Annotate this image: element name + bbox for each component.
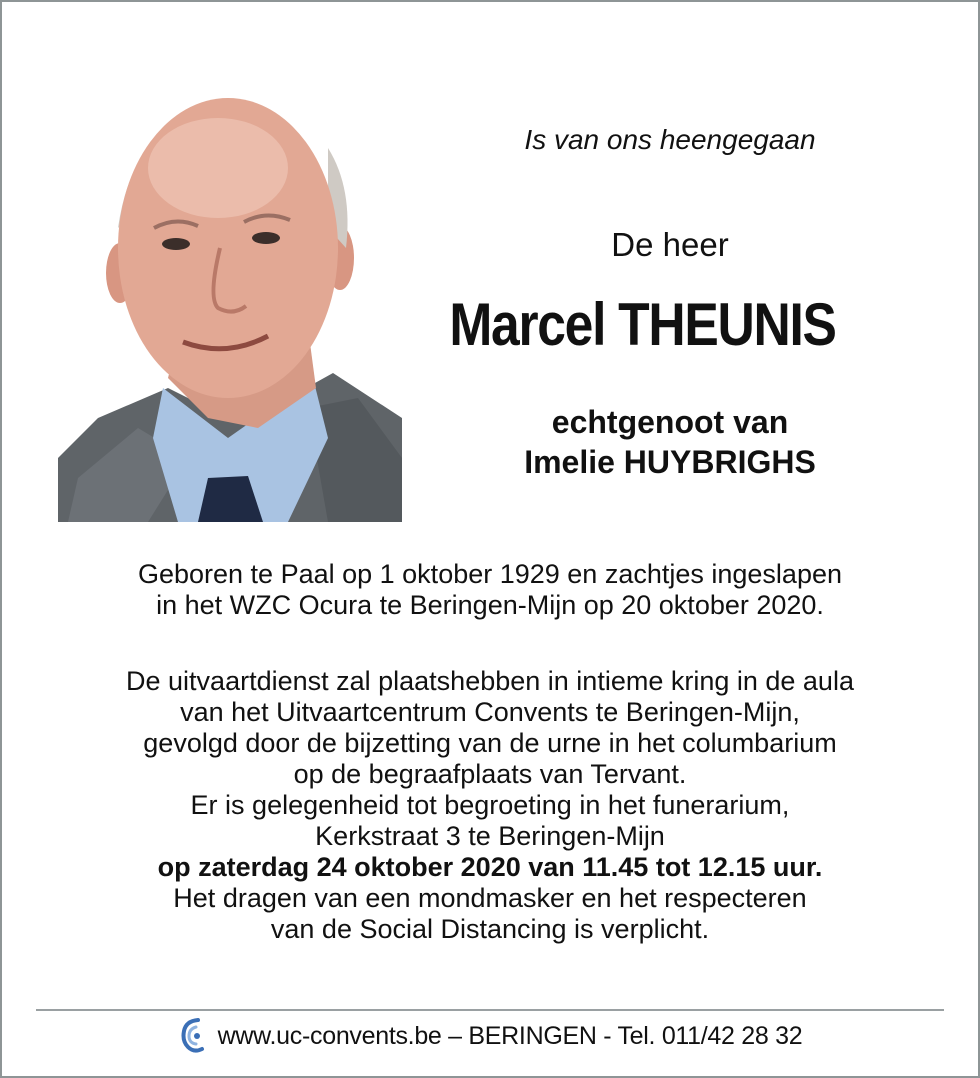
spouse-name: Imelie HUYBRIGHS: [524, 444, 816, 480]
convents-logo-icon: [178, 1017, 206, 1055]
service-line: Er is gelegenheid tot begroeting in het funerarium,: [190, 790, 790, 820]
service-paragraph: [40, 666, 940, 945]
service-line: gevolgd door de bijzetting van de urne in het columbarium: [143, 728, 837, 758]
deceased-name: Marcel THEUNIS: [449, 291, 836, 358]
birth-line: Geboren te Paal op 1 oktober 1929 en zachtjes ingeslapen: [137, 559, 842, 589]
service-line: Kerkstraat 3 te Beringen-Mijn: [315, 821, 665, 851]
service-line: op de begraafplaats van Tervant.: [293, 759, 687, 789]
contact-info: www.uc-convents.be – BERINGEN - Tel. 011/42 28 32: [217, 1021, 803, 1050]
death-line: in het WZC Ocura te Beringen-Mijn op 20 oktober 2020.: [156, 590, 824, 620]
honorific-title: De heer: [611, 226, 729, 263]
spouse-block: [430, 402, 910, 482]
visitation-time: op zaterdag 24 oktober 2020 van 11.45 tot 12.15 uur.: [157, 852, 823, 882]
service-line: van het Uitvaartcentrum Convents te Beringen-Mijn,: [180, 697, 800, 727]
intro-text: Is van ons heengegaan: [524, 124, 816, 155]
portrait-photo: [58, 58, 402, 522]
closing-line: van de Social Distancing is verplicht.: [270, 914, 710, 944]
service-line: De uitvaartdienst zal plaatshebben in intieme kring in de aula: [126, 666, 854, 696]
spouse-label: echtgenoot van: [551, 404, 789, 440]
closing-line: Het dragen van een mondmasker en het respecteren: [173, 883, 807, 913]
footer-divider: [36, 1009, 944, 1011]
footer: [0, 1016, 980, 1056]
birth-death-paragraph: [40, 559, 940, 621]
